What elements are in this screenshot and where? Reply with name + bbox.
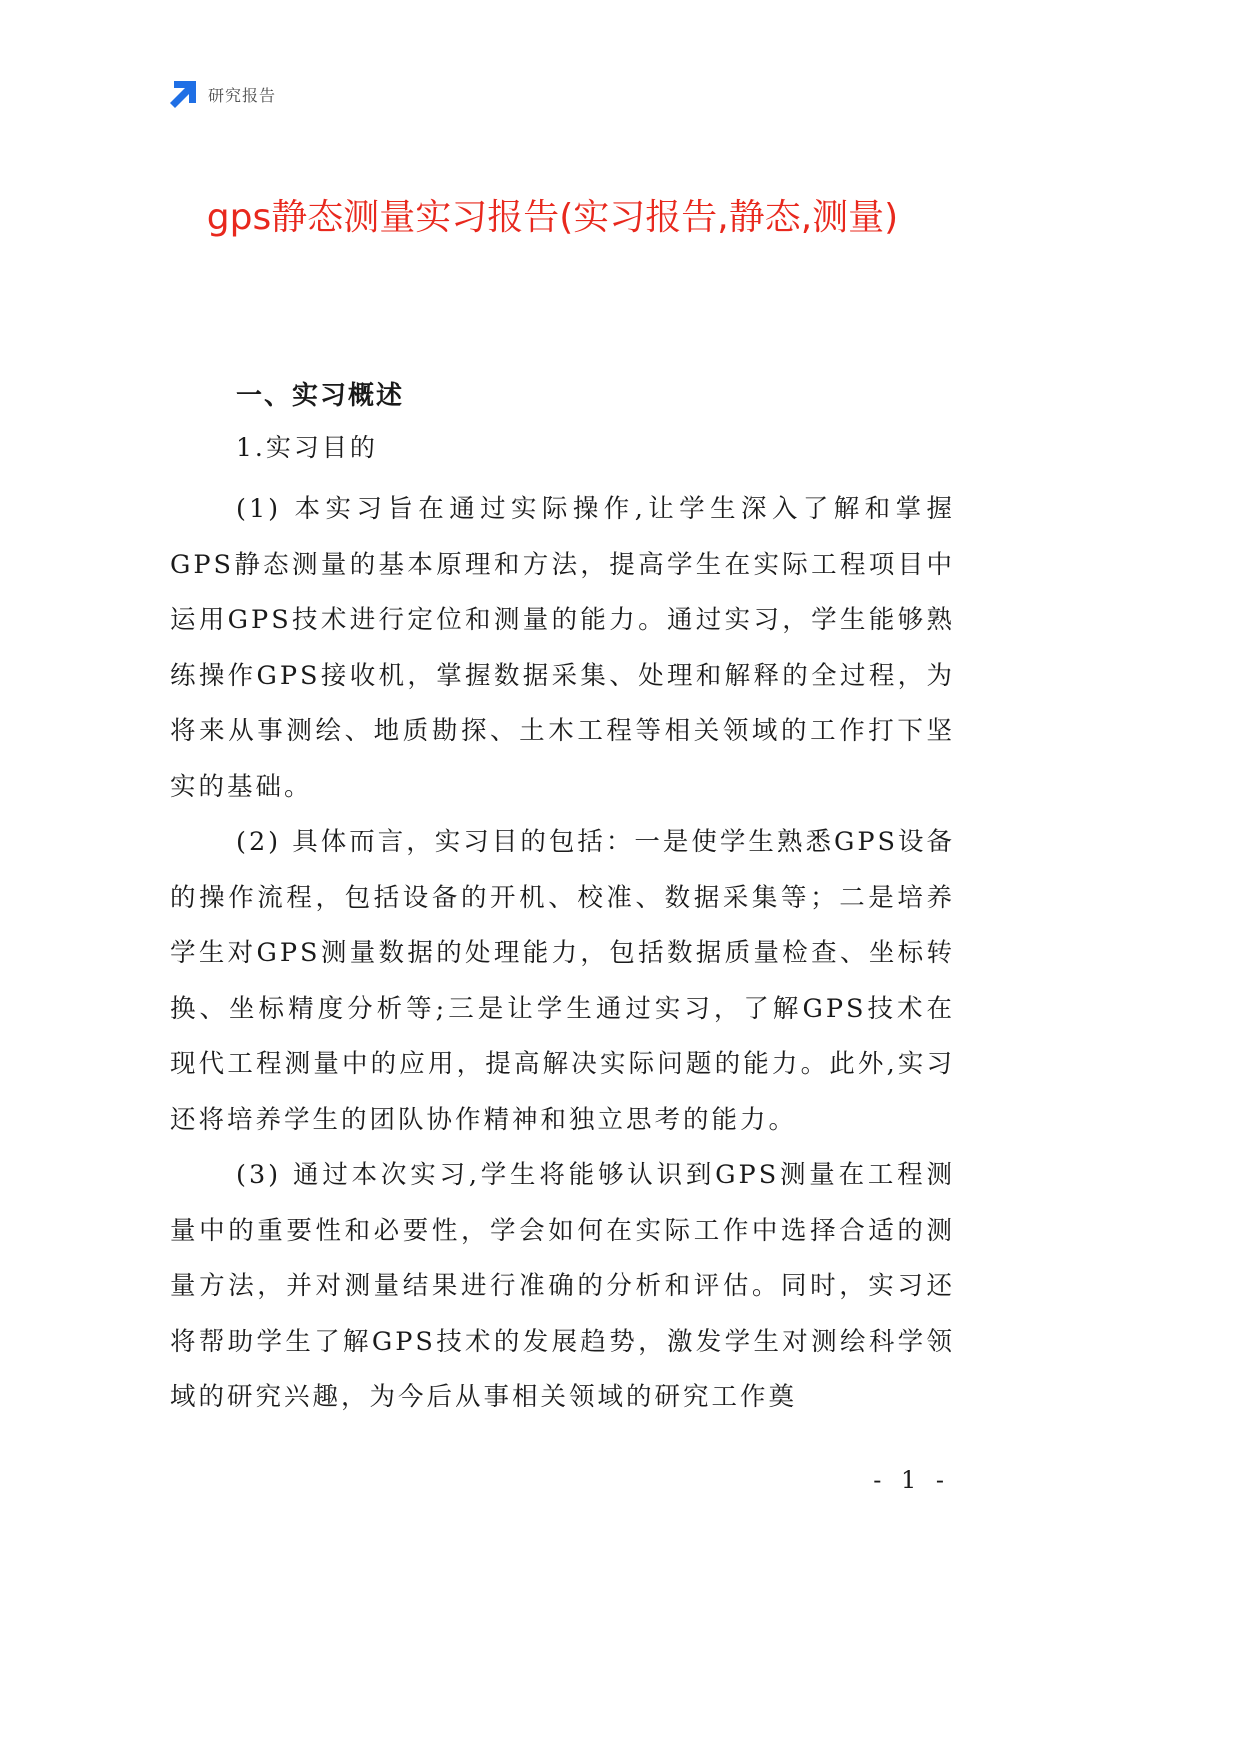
header-label: 研究报告 [208, 85, 277, 105]
report-header [168, 78, 276, 110]
paragraph: (3) 通过本次实习,学生将能够认识到GPS测量在工程测量中的重要性和必要性，学会如何在实际工作中选择合适的测量方法，并对测量结果进行准确的分析和评估。同时，实习还将帮助学生了解GPS技术的发展趋势，激发学生对测绘科学领域的研究兴趣，为今后从事相关领域的研究工作奠 [170, 1160, 955, 1412]
document-body [170, 374, 955, 1426]
page-number: - 1 - [873, 1466, 950, 1494]
arrow-up-right-icon [168, 79, 198, 109]
paragraph: (2) 具体而言，实习目的包括：一是使学生熟悉GPS设备的操作流程，包括设备的开机、校准、数据采集等；二是培养学生对GPS测量数据的处理能力，包括数据质量检查、坐标转换、坐标精度分析等;三是让学生通过实习，了解GPS技术在现代工程测量中的应用，提高解决实际问题的能力。此外,实习还将培养学生的团队协作精神和独立思考的能力。 [170, 827, 955, 1135]
document-title: gps静态测量实习报告(实习报告,静态,测量) [206, 197, 899, 238]
paragraph: (1) 本实习旨在通过实际操作,让学生深入了解和掌握GPS静态测量的基本原理和方法，提高学生在实际工程项目中运用GPS技术进行定位和测量的能力。通过实习，学生能够熟练操作GPS接收机，掌握数据采集、处理和解释的全过程，为将来从事测绘、地质勘探、土木工程等相关领域的工作打下坚实的基础。 [170, 494, 955, 802]
subsection-heading: 1.实习目的 [236, 433, 378, 462]
section-heading: 一、实习概述 [236, 381, 405, 411]
